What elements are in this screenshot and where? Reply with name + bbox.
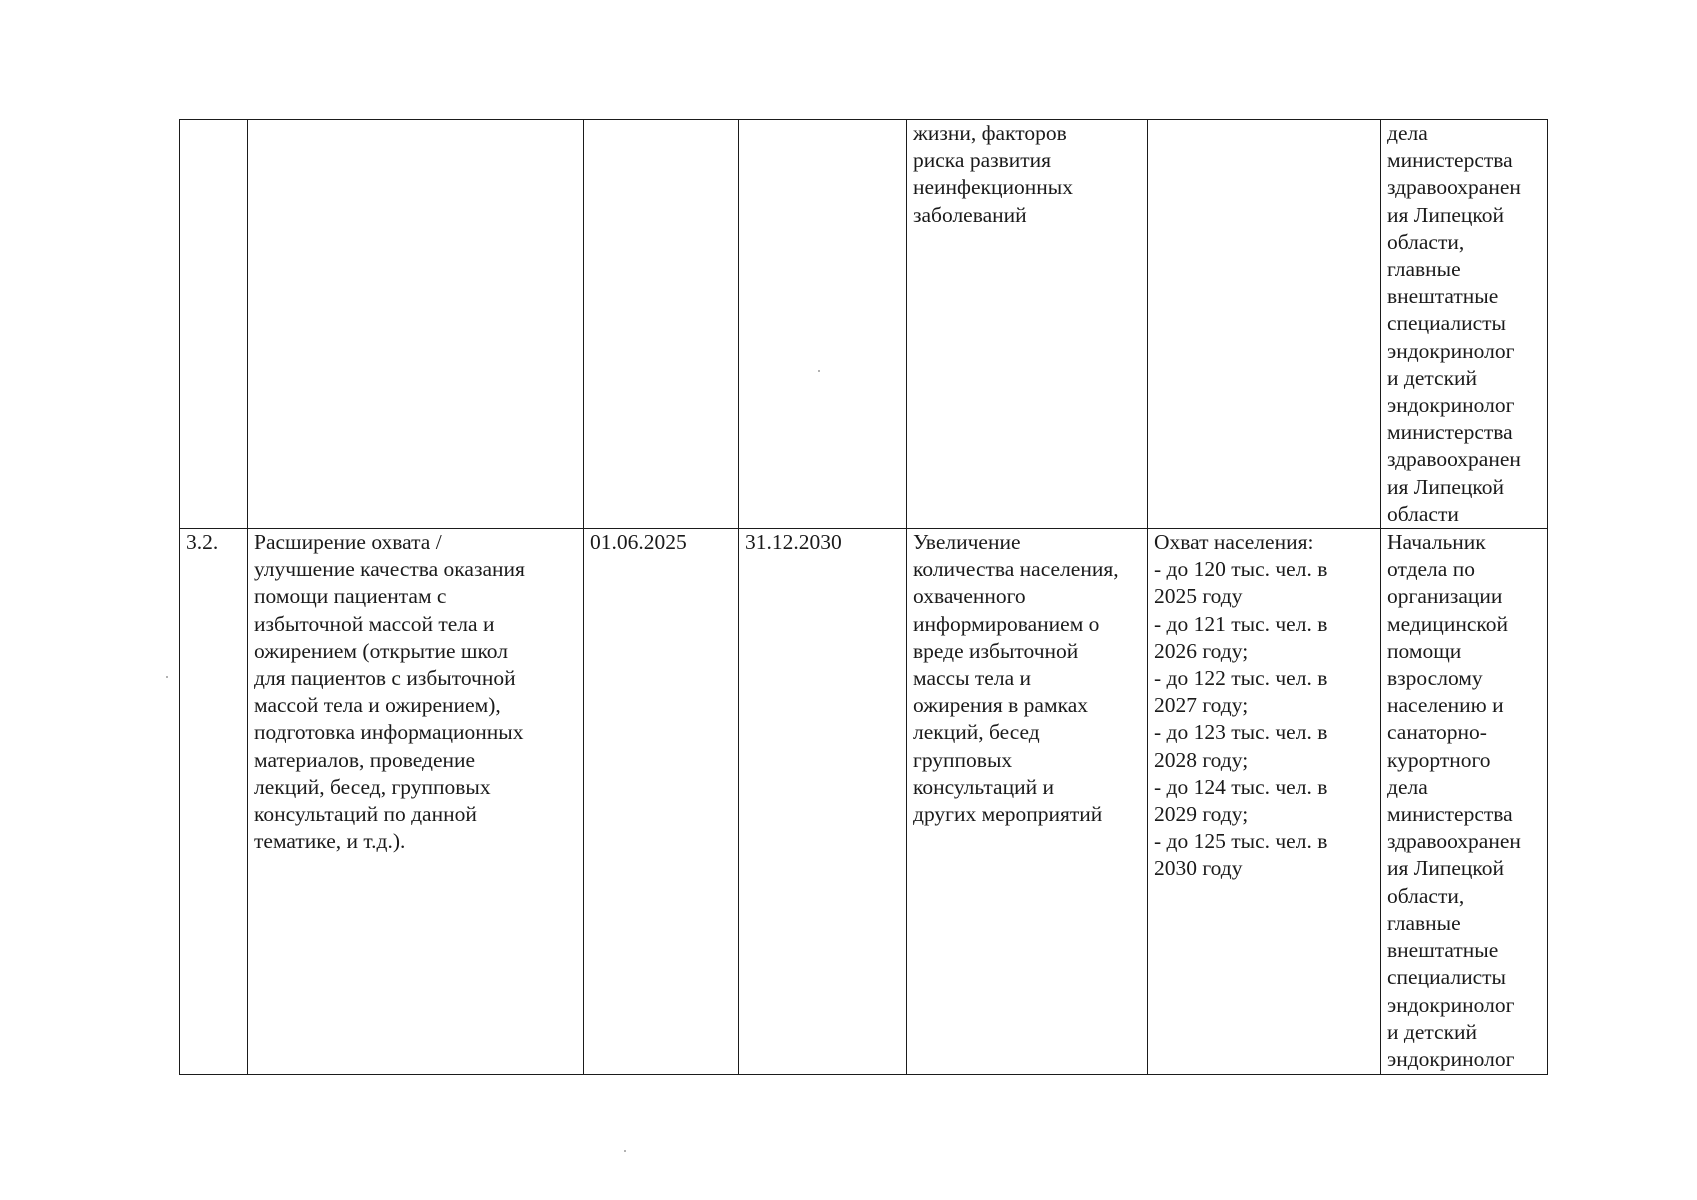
item-number-cell: [180, 120, 248, 529]
end-date-cell: 31.12.2030: [739, 529, 907, 1075]
responsible-cell: Начальник отдела по организации медицинской помощи взрослому населению и санаторно- курортного дела министерства здравоохранен ия Липецкой области, главные внештатные специалисты эндокринолог и детский эндокринолог: [1381, 529, 1548, 1075]
event-cell: [248, 120, 584, 529]
responsible-cell: дела министерства здравоохранен ия Липецкой области, главные внештатные специалисты эндокринолог и детский эндокринолог министерства здравоохранен ия Липецкой области: [1381, 120, 1548, 529]
plan-table: [179, 119, 1548, 1075]
table-row: [180, 120, 1548, 529]
scan-speck: [818, 370, 820, 372]
event-cell: Расширение охвата / улучшение качества оказания помощи пациентам с избыточной массой тела и ожирением (открытие школ для пациентов с избыточной массой тела и ожирением), подготовка информационных материалов, проведение лекций, бесед, групповых консультаций по данной тематике, и т.д.).: [248, 529, 584, 1075]
expected-result-cell: жизни, факторов риска развития неинфекционных заболеваний: [907, 120, 1148, 529]
item-number-cell: 3.2.: [180, 529, 248, 1075]
indicator-cell: Охват населения: - до 120 тыс. чел. в 2025 году - до 121 тыс. чел. в 2026 году; - до 122 тыс. чел. в 2027 году; - до 123 тыс. чел. в 2028 году; - до 124 тыс. чел. в 2029 году; - до 125 тыс. чел. в 2030 году: [1148, 529, 1381, 1075]
expected-result-cell: Увеличение количества населения, охваченного информированием о вреде избыточной массы тела и ожирения в рамках лекций, бесед групповых консультаций и других мероприятий: [907, 529, 1148, 1075]
scan-speck: [624, 1150, 626, 1152]
start-date-cell: [584, 120, 739, 529]
scan-speck: [166, 676, 168, 678]
indicator-cell: [1148, 120, 1381, 529]
start-date-cell: 01.06.2025: [584, 529, 739, 1075]
table-row: [180, 529, 1548, 1075]
end-date-cell: [739, 120, 907, 529]
